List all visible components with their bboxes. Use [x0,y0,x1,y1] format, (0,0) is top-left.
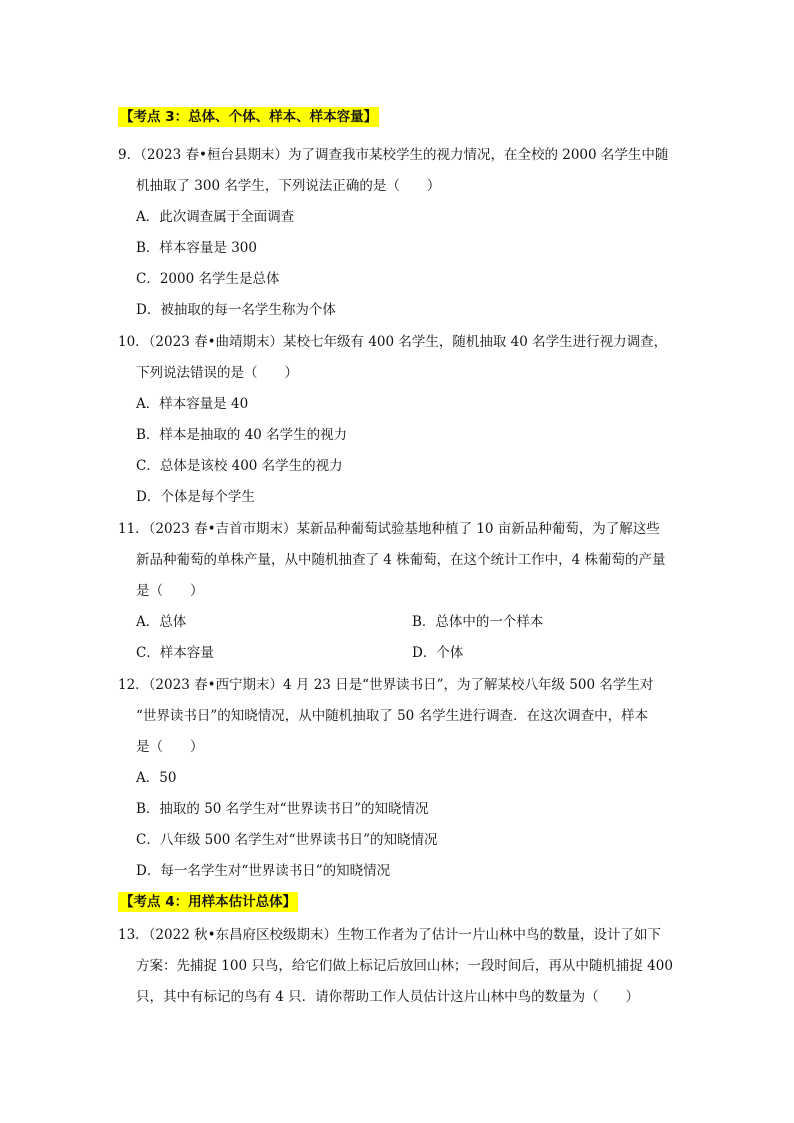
question-12-option-c: C．八年级 500 名学生对“世界读书日”的知晓情况 [136,832,438,848]
question-9-option-d: D．被抽取的每一名学生称为个体 [136,302,336,318]
question-12-line-1: 12．（2023 春•西宁期末）4 月 23 日是“世界读书日”，为了解某校八年级 500 名学生对 [118,677,654,693]
section-header-4: 【考点 4：用样本估计总体】 [120,894,297,910]
question-12-option-b: B．抽取的 50 名学生对“世界读书日”的知晓情况 [136,801,429,817]
section-header-3: 【考点 3：总体、个体、样本、样本容量】 [120,109,378,125]
question-12-line-3: 是（ ） [136,739,204,755]
question-13-line-3: 只，其中有标记的鸟有 4 只．请你帮助工作人员估计这片山林中鸟的数量为（ ） [136,989,640,1005]
question-9-option-c: C．2000 名学生是总体 [136,271,280,287]
question-11-option-b: B．总体中的一个样本 [412,614,544,630]
question-12-option-a: A．50 [136,770,177,786]
question-10-option-d: D．个体是每个学生 [136,489,255,505]
question-10-line-1: 10．（2023 春•曲靖期末）某校七年级有 400 名学生，随机抽取 40 名学生进行视力调查， [118,334,668,350]
question-9-line-2: 机抽取了 300 名学生，下列说法正确的是（ ） [136,178,441,194]
question-12-line-2: “世界读书日”的知晓情况，从中随机抽取了 50 名学生进行调查．在这次调查中，样本 [136,708,649,724]
question-9-line-1: 9．（2023 春•桓台县期末）为了调查我市某校学生的视力情况，在全校的 2000 名学生中随 [118,147,669,163]
question-11-option-d: D．个体 [412,645,464,661]
question-12-option-d: D．每一名学生对“世界读书日”的知晓情况 [136,863,391,879]
question-10-line-2: 下列说法错误的是（ ） [136,365,298,381]
question-11-option-a: A．总体 [136,614,187,630]
question-9-option-a: A．此次调查属于全面调查 [136,209,295,225]
question-11-line-3: 是（ ） [136,583,204,599]
question-10-option-c: C．总体是该校 400 名学生的视力 [136,458,343,474]
question-11-option-c: C．样本容量 [136,645,214,661]
question-10-option-b: B．样本是抽取的 40 名学生的视力 [136,427,348,443]
question-9-option-b: B．样本容量是 300 [136,240,257,256]
question-10-option-a: A．样本容量是 40 [136,396,249,412]
question-11-line-1: 11．（2023 春•吉首市期末）某新品种葡萄试验基地种植了 10 亩新品种葡萄，为了解这些 [118,521,660,537]
question-13-line-1: 13．（2022 秋•东昌府区校级期末）生物工作者为了估计一片山林中鸟的数量，设计了如下 [118,927,662,943]
question-13-line-2: 方案：先捕捉 100 只鸟，给它们做上标记后放回山林；一段时间后，再从中随机捕捉 400 [136,958,673,974]
question-11-line-2: 新品种葡萄的单株产量，从中随机抽查了 4 株葡萄，在这个统计工作中，4 株葡萄的产量 [136,552,666,568]
